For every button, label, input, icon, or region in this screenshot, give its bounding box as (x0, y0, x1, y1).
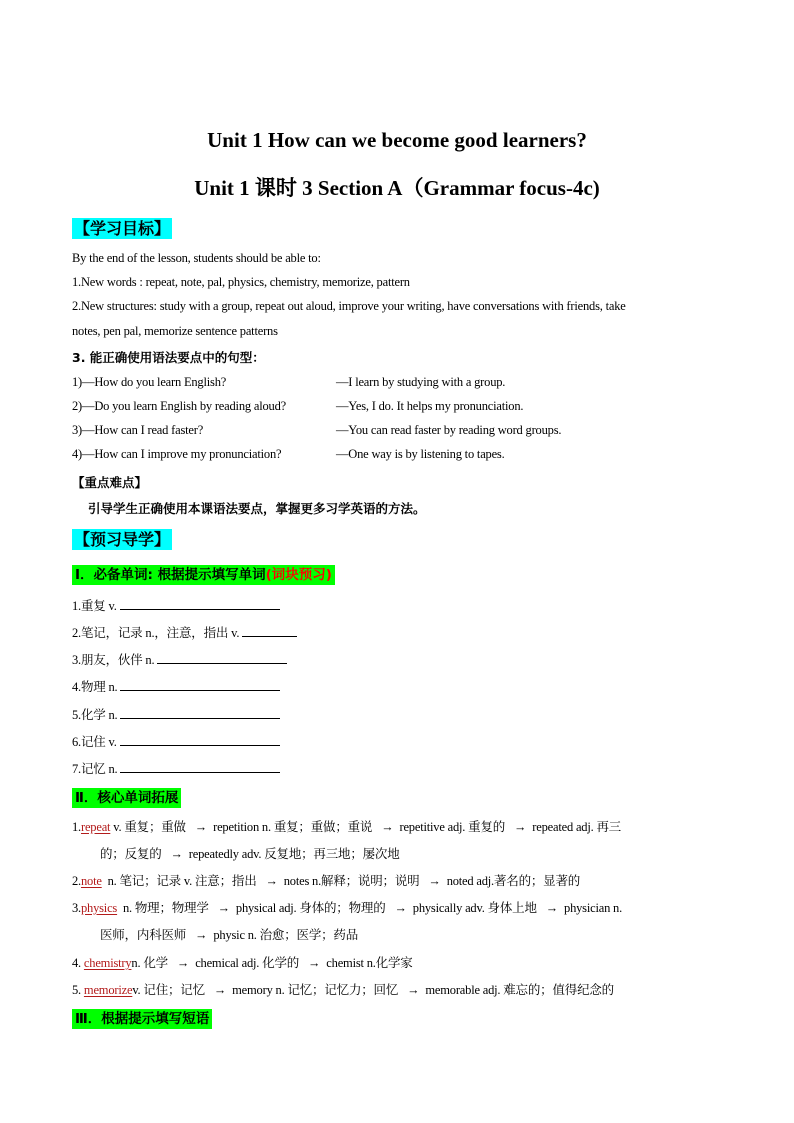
section-2-label: Ⅱ．核心单词拓展 (72, 788, 181, 808)
answer-blank[interactable] (157, 651, 287, 664)
arrow-icon: → (213, 983, 227, 997)
dialog-answer: —One way is by listening to tapes. (336, 447, 505, 461)
word-item: 3.朋友，伙伴 n. (72, 650, 287, 668)
answer-blank[interactable] (120, 678, 280, 691)
dialog-answer: —I learn by studying with a group. (336, 375, 506, 389)
dialog-question: 1)—How do you learn English? (72, 375, 227, 389)
arrow-icon: → (170, 847, 183, 861)
extension-entry: 5. memorizev. 记住；记忆 → memory n. 记忆；记忆力；回忆 → memorable adj. 难忘的；值得纪念的 (72, 983, 614, 997)
section-2-row (72, 786, 181, 806)
dialog-row (72, 375, 722, 390)
keyword: physics (80, 901, 118, 915)
section-1-label: Ⅰ．必备单词: 根据提示填写单词(词块预习) (72, 565, 335, 585)
arrow-icon: → (195, 928, 208, 942)
arrow-icon: → (176, 956, 190, 970)
word-item: 1.重复 v. (72, 596, 280, 614)
arrow-icon: → (381, 820, 394, 834)
key-text: 引导学生正确使用本课语法要点，掌握更多习学英语的方法。 (88, 501, 426, 516)
main-title: Unit 1 How can we become good learners? (207, 128, 587, 152)
arrow-icon: → (194, 820, 208, 834)
goals-item-1: 1.New words : repeat, note, pal, physics, chemistry, memorize, pattern (72, 275, 410, 289)
word-item: 4.物理 n. (72, 677, 280, 695)
section-1-note: (词块预习) (265, 567, 332, 583)
arrow-icon: → (407, 983, 420, 997)
goals-item-2a: 2.New structures: study with a group, repeat out aloud, improve your writing, have conversations with friends, take (72, 299, 626, 313)
keyword: chemistry (83, 956, 132, 970)
section-3-label: Ⅲ．根据提示填写短语 (72, 1009, 212, 1029)
arrow-icon: → (265, 874, 278, 888)
extension-entry-cont: 医师，内科医师 → physic n. 治愈；医学；药品 (100, 928, 359, 942)
arrow-icon: → (394, 901, 407, 915)
section-3-row (72, 1007, 212, 1027)
dialog-answer: —Yes, I do. It helps my pronunciation. (336, 399, 524, 413)
goals-header-row (72, 216, 172, 239)
extension-entry-cont: 的；反复的 → repeatedly adv. 反复地；再三地；屡次地 (100, 847, 400, 861)
dialog-row (72, 423, 722, 438)
answer-blank[interactable] (120, 597, 280, 610)
dialog-question: 4)—How can I improve my pronunciation? (72, 447, 282, 461)
keyword: repeat (80, 820, 111, 834)
goals-intro: By the end of the lesson, students should be able to: (72, 251, 321, 265)
dialog-question: 3)—How can I read faster? (72, 423, 204, 437)
word-item: 2.笔记，记录 n.，注意，指出 v. (72, 623, 297, 641)
word-item: 5.化学 n. (72, 705, 280, 723)
goals-item-3: 3. 能正确使用语法要点中的句型： (72, 350, 265, 365)
extension-entry: 1.repeat v. 重复；重做 → repetition n. 重复；重做；重说 → repetitive adj. 重复的 → repeated adj. 再三 (72, 820, 622, 834)
dialog-row (72, 447, 722, 462)
extension-entry: 3.physics n. 物理；物理学 → physical adj. 身体的；物理的 → physically adv. 身体上地 → physician n. (72, 901, 623, 915)
key-header: 【重点难点】 (72, 475, 148, 490)
answer-blank[interactable] (242, 624, 297, 637)
word-item: 7.记忆 n. (72, 759, 280, 777)
arrow-icon: → (513, 820, 527, 834)
dialog-answer: —You can read faster by reading word groups. (336, 423, 562, 437)
keyword: memorize (83, 983, 133, 997)
preview-header-row (72, 527, 172, 550)
goals-item-2b: notes, pen pal, memorize sentence patterns (72, 324, 278, 338)
word-item: 6.记住 v. (72, 732, 280, 750)
dialog-row (72, 399, 722, 414)
preview-header: 【预习导学】 (74, 530, 171, 549)
extension-entry: 2.note n. 笔记；记录 v. 注意；指出 → notes n.解释；说明；说明 → noted adj.著名的；显著的 (72, 874, 581, 888)
answer-blank[interactable] (120, 706, 280, 719)
answer-blank[interactable] (120, 760, 280, 773)
answer-blank[interactable] (120, 733, 280, 746)
arrow-icon: → (307, 956, 321, 970)
goals-header: 【学习目标】 (74, 219, 171, 238)
extension-entry: 4. chemistryn. 化学 → chemical adj. 化学的 → chemist n.化学家 (72, 956, 413, 970)
arrow-icon: → (545, 901, 559, 915)
arrow-icon: → (217, 901, 230, 915)
keyword: note (80, 874, 102, 888)
dialog-question: 2)—Do you learn English by reading aloud? (72, 399, 286, 413)
arrow-icon: → (428, 874, 441, 888)
sub-title: Unit 1 课时 3 Section A（Grammar focus-4c) (194, 176, 600, 200)
section-1-row (72, 563, 335, 583)
